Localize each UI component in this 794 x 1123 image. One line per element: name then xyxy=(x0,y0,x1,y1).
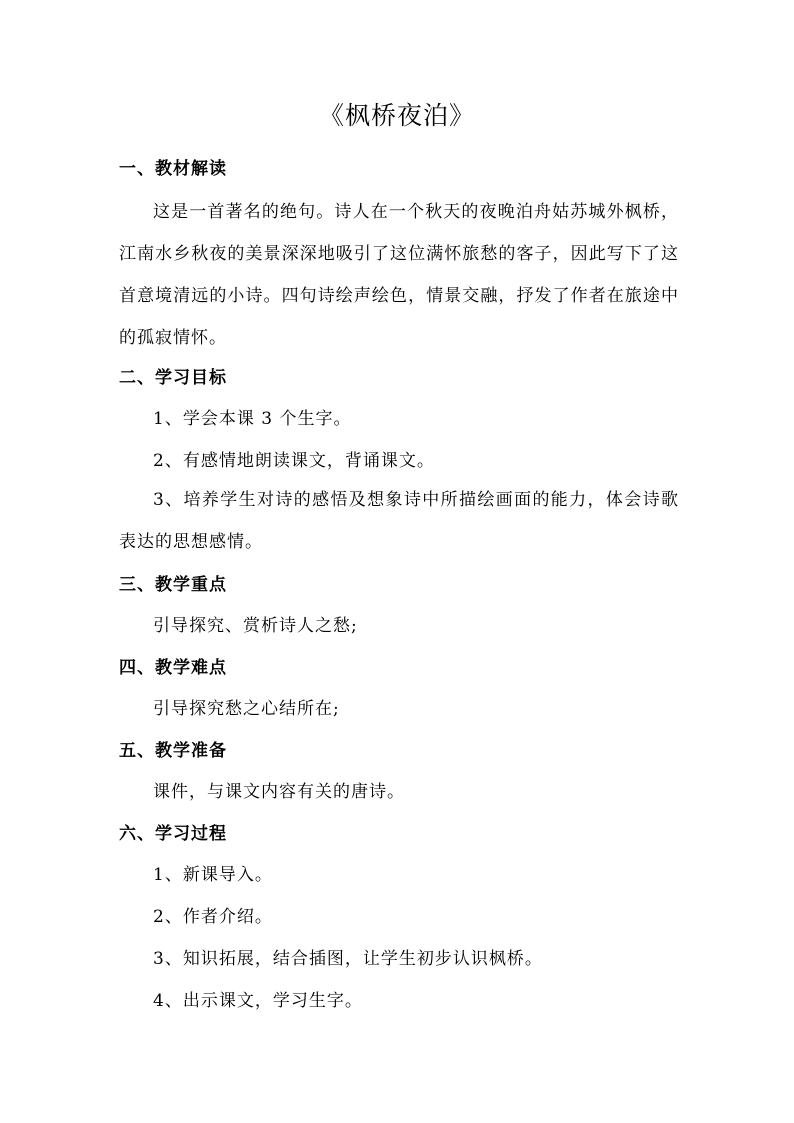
section-paragraph-textbook-reading: 这是一首著名的绝句。诗人在一个秋天的夜晚泊舟姑苏城外枫桥，江南水乡秋夜的美景深深地吸引了这位满怀旅愁的客子，因此写下了这首意境清远的小诗。四句诗绘声绘色，情景交融，抒发了作者在旅途中的孤寂情怀。 xyxy=(119,202,679,348)
section-heading-learning-goals: 二、学习目标 xyxy=(119,368,227,388)
list-item: 2、作者介绍。 xyxy=(153,907,273,927)
section-heading-teaching-preparation: 五、教学准备 xyxy=(119,741,227,761)
section-paragraph-teaching-focus: 引导探究、赏析诗人之愁; xyxy=(153,616,358,636)
section-paragraph-teaching-difficulty: 引导探究愁之心结所在; xyxy=(153,699,340,719)
section-heading-learning-process: 六、学习过程 xyxy=(119,824,227,844)
list-item: 3、知识拓展，结合插图，让学生初步认识枫桥。 xyxy=(153,949,543,969)
list-item: 1、学会本课 3 个生字。 xyxy=(153,409,352,429)
list-item: 4、出示课文，学习生字。 xyxy=(153,991,363,1011)
list-item: 3、培养学生对诗的感悟及想象诗中所描绘画面的能力，体会诗歌表达的思想感情。 xyxy=(119,490,679,552)
section-heading-textbook-reading: 一、教材解读 xyxy=(119,159,227,179)
document-title: 《枫桥夜泊》 xyxy=(318,101,475,130)
list-item: 2、有感情地朗读课文，背诵课文。 xyxy=(153,451,435,471)
section-heading-teaching-difficulty: 四、教学难点 xyxy=(119,658,227,678)
list-item: 1、新课导入。 xyxy=(153,865,273,885)
section-paragraph-teaching-preparation: 课件，与课文内容有关的唐诗。 xyxy=(153,782,405,802)
section-heading-teaching-focus: 三、教学重点 xyxy=(119,575,227,595)
